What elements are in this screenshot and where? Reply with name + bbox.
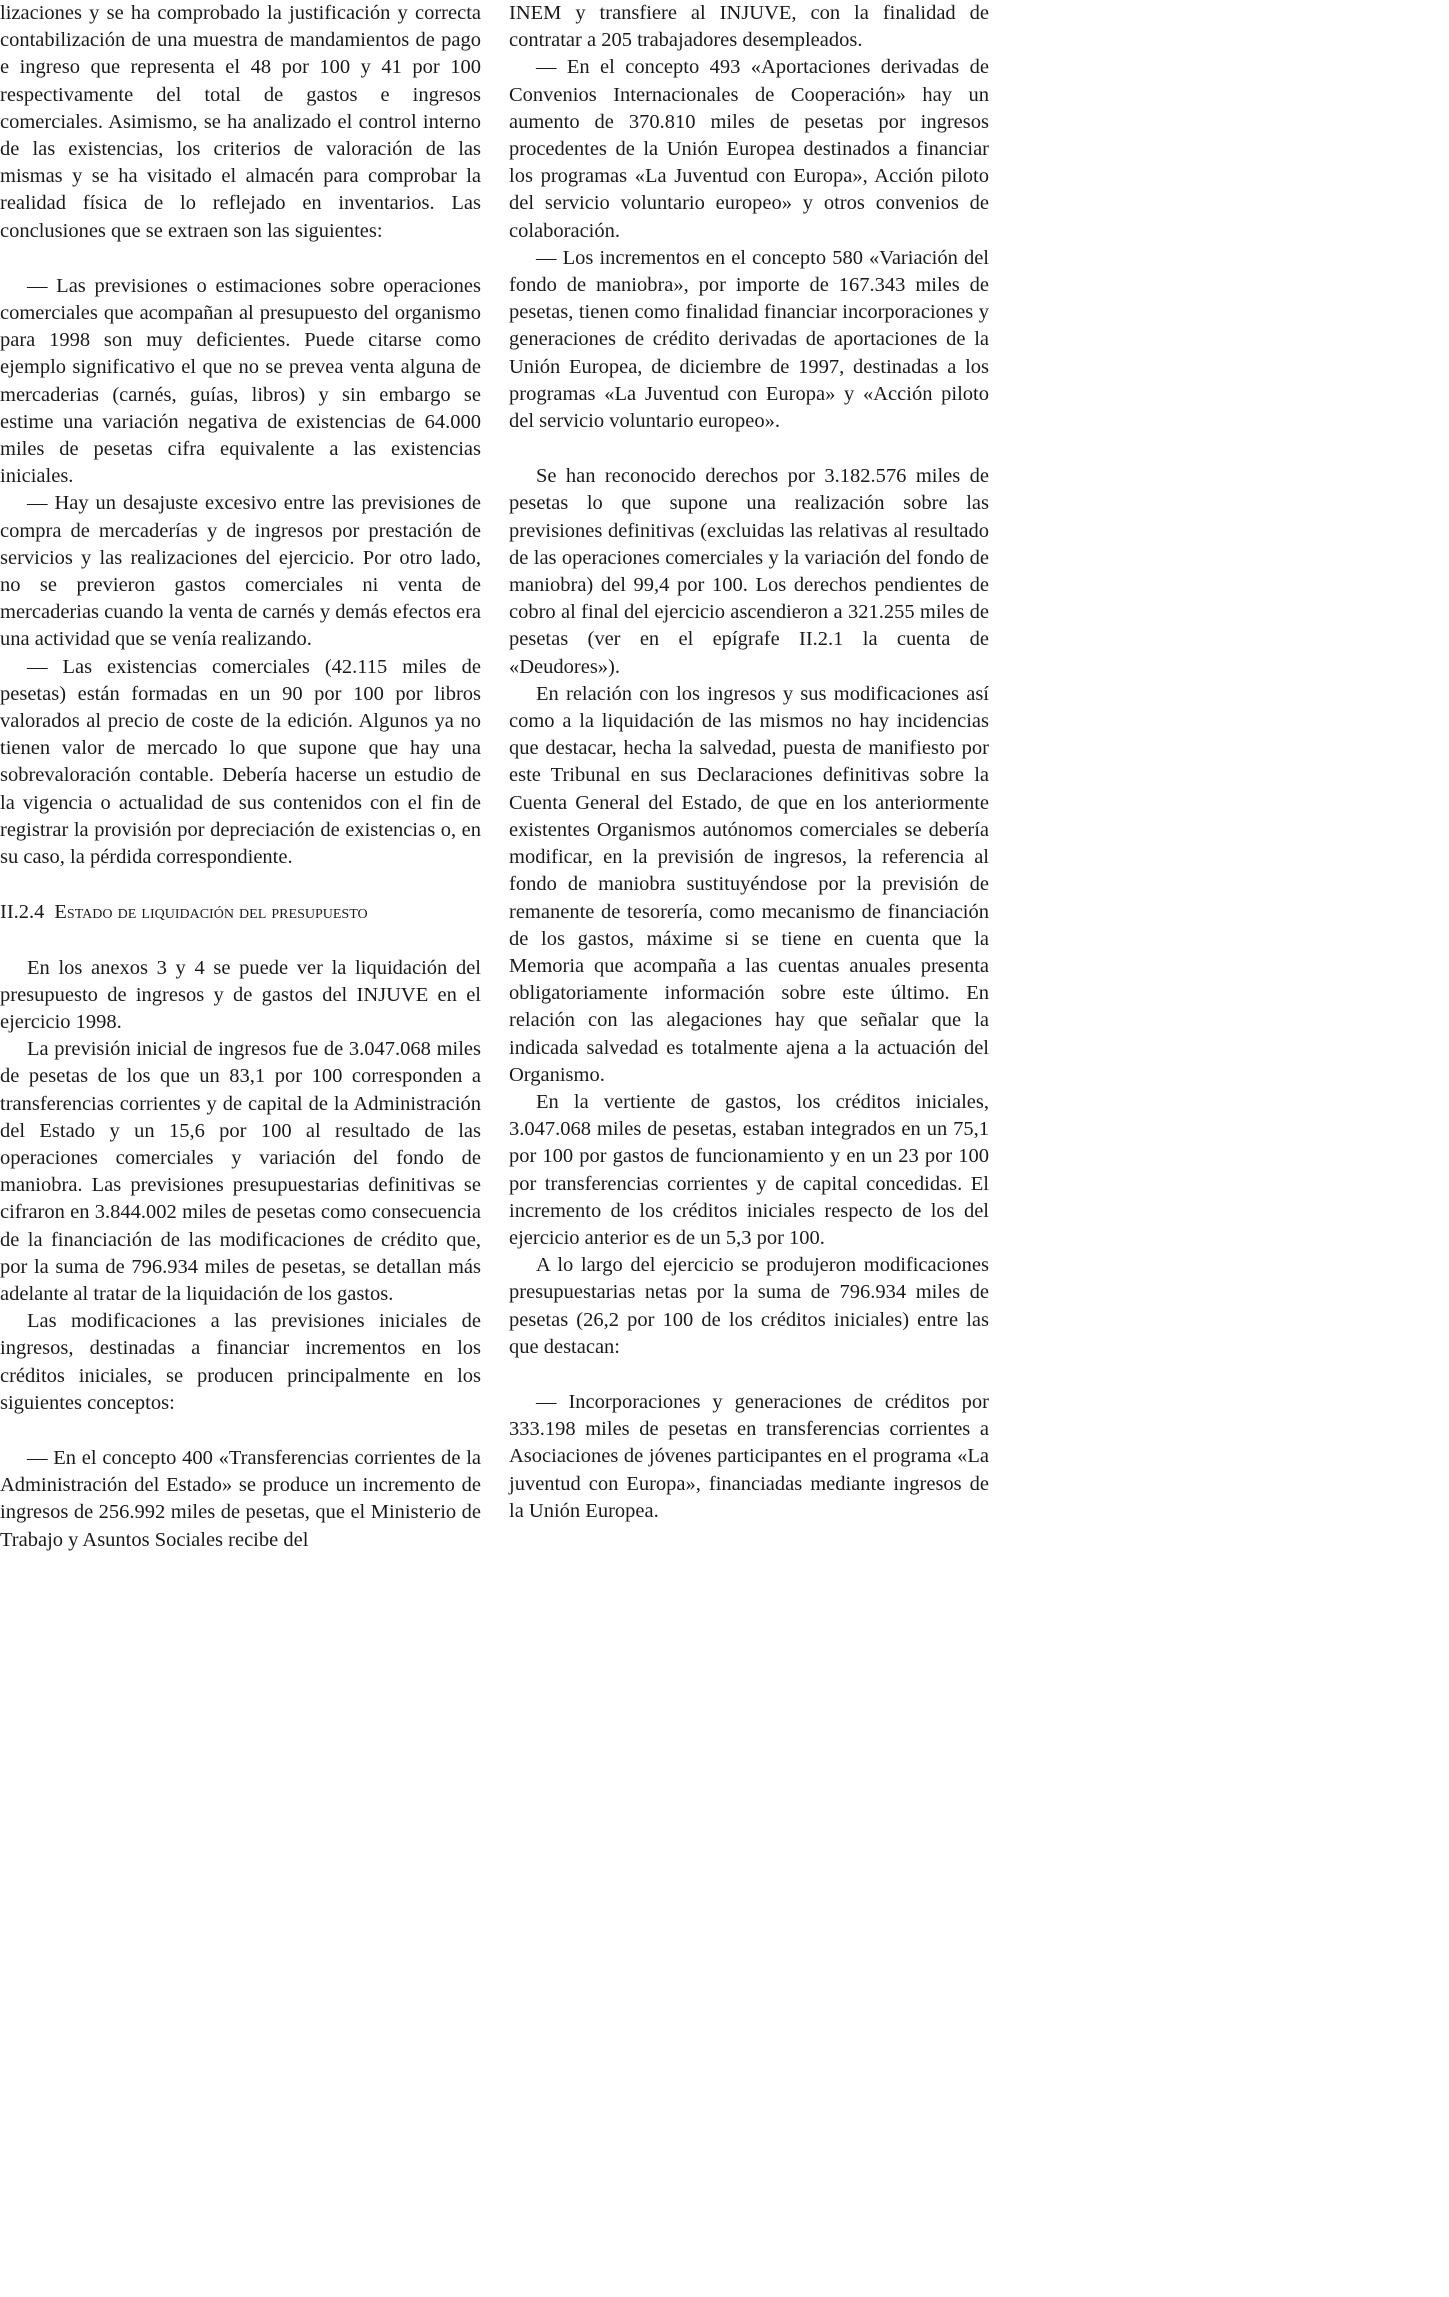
- section-heading: [0, 899, 481, 926]
- paragraph-desajuste: — Hay un desajuste excesivo entre las previsiones de compra de mercaderías y de ingresos por prestación de servicios y las realizaciones del ejercicio. Por otro lado, no se previeron gastos comerciales ni venta de mercaderias cuando la venta de carnés y demás efectos era una actividad que se venía realizando.: [0, 492, 481, 651]
- paragraph-derechos-reconocidos: Se han reconocido derechos por 3.182.576 miles de pesetas lo que supone una realización sobre las previsiones definitivas (excluidas las relativas al resultado de las operaciones comerciales y la variación del fondo de maniobra) del 99,4 por 100. Los derechos pendientes de cobro al final del ejercicio ascendieron a 321.255 miles de pesetas (ver en el epígrafe II.2.1 la cuenta de «Deudores»).: [509, 465, 989, 678]
- paragraph-gap: [509, 435, 989, 463]
- paragraph-salvedad: En relación con los ingresos y sus modificaciones así como a la liquidación de las mismos no hay incidencias que destacar, hecha la salvedad, puesta de manifiesto por este Tribunal en sus Declaraciones definitivas sobre la Cuenta General del Estado, de que en los anteriormente existentes Organismos autónomos comerciales se debería modificar, en la previsión de ingresos, la referencia al fondo de maniobra sustituyéndose por la previsión de remanente de tesorería, como mecanismo de financiación de los gastos, máxime si se tiene en cuenta que la Memoria que acompaña a las cuentas anuales presenta obligatoriamente información sobre este último. En relación con las alegaciones hay que señalar que la indicada salvedad es totalmente ajena a la actuación del Organismo.: [509, 682, 989, 1086]
- paragraph-gap: [0, 871, 481, 899]
- paragraph-prevision-inicial: La previsión inicial de ingresos fue de 3.047.068 miles de pesetas de los que un 83,1 por 100 corresponden a transferencias corrientes y de capital de la Administración del Estado y un 15,6 por 100 al resultado de las operaciones comerciales y variación del fondo de maniobra. Las previsiones presupuestarias definitivas se cifraron en 3.844.002 miles de pesetas como consecuencia de la financiación de las modificaciones de crédito que, por la suma de 796.934 miles de pesetas, se detallan más adelante al tratar de la liquidación de los gastos.: [0, 1038, 481, 1305]
- paragraph-inem: INEM y transfiere al INJUVE, con la finalidad de contratar a 205 trabajadores desempleados.: [509, 2, 989, 52]
- paragraph-incorporaciones: — Incorporaciones y generaciones de créditos por 333.198 miles de pesetas en transferencias corrientes a Asociaciones de jóvenes participantes en el programa «La juventud con Europa», financiadas mediante ingresos de la Unión Europea.: [509, 1390, 989, 1522]
- paragraph-concepto-400: — En el concepto 400 «Transferencias corrientes de la Administración del Estado» se produce un incremento de ingresos de 256.992 miles de pesetas, que el Ministerio de Trabajo y Asuntos Sociales recibe del: [0, 1446, 481, 1551]
- paragraph-anexos: En los anexos 3 y 4 se puede ver la liquidación del presupuesto de ingresos y de gastos del INJUVE en el ejercicio 1998.: [0, 956, 481, 1033]
- paragraph-modificaciones-netas: A lo largo del ejercicio se produjeron modificaciones presupuestarias netas por la suma de 796.934 miles de pesetas (26,2 por 100 de los créditos iniciales) entre las que destacan:: [509, 1254, 989, 1358]
- section-title: Estado de liquidación del presupuesto: [54, 901, 368, 924]
- paragraph-previsiones-deficientes: — Las previsiones o estimaciones sobre operaciones comerciales que acompañan al presupuesto del organismo para 1998 son muy deficientes. Puede citarse como ejemplo significativo el que no se prevea venta alguna de mercaderias (carnés, guías, libros) y sin embargo se estime una variación negativa de existencias de 64.000 miles de pesetas cifra equivalente a las existencias iniciales.: [0, 274, 481, 488]
- paragraph-modificaciones-ingresos: Las modificaciones a las previsiones iniciales de ingresos, destinadas a financiar incrementos en los créditos iniciales, se producen principalmente en los siguientes conceptos:: [0, 1310, 481, 1414]
- paragraph-vertiente-gastos: En la vertiente de gastos, los créditos iniciales, 3.047.068 miles de pesetas, estaban integrados en un 75,1 por 100 por gastos de funcionamiento y en un 23 por 100 por transferencias corrientes y de capital concedidas. El incremento de los créditos iniciales respecto de los del ejercicio anterior es de un 5,3 por 100.: [509, 1090, 989, 1249]
- paragraph-gap: [0, 1417, 481, 1445]
- right-column: [509, 0, 989, 1525]
- paragraph-existencias: — Las existencias comerciales (42.115 miles de pesetas) están formadas en un 90 por 100 por libros valorados al precio de coste de la edición. Algunos ya no tienen valor de mercado lo que supone que hay una sobrevaloración contable. Debería hacerse un estudio de la vigencia o actualidad de sus contenidos con el fin de registrar la provisión por depreciación de existencias o, en su caso, la pérdida correspondiente.: [0, 655, 481, 869]
- paragraph-concepto-580: — Los incrementos en el concepto 580 «Variación del fondo de maniobra», por importe de 167.343 miles de pesetas, tienen como finalidad financiar incorporaciones y generaciones de crédito derivadas de aportaciones de la Unión Europea, de diciembre de 1997, destinadas a los programas «La Juventud con Europa» y «Acción piloto del servicio voluntario europeo».: [509, 246, 989, 433]
- paragraph-gap: [0, 245, 481, 273]
- left-column: [0, 0, 481, 1554]
- paragraph-gap: [509, 1361, 989, 1389]
- paragraph-gap: [0, 927, 481, 955]
- section-number: II.2.4: [0, 901, 45, 924]
- paragraph-control-interno: lizaciones y se ha comprobado la justificación y correcta contabilización de una muestra de mandamientos de pago e ingreso que representa el 48 por 100 y 41 por 100 respectivamente del total de gastos e ingresos comerciales. Asimismo, se ha analizado el control interno de las existencias, los criterios de valoración de las mismas y se ha visitado el almacén para comprobar la realidad física de lo reflejado en inventarios. Las conclusiones que se extraen son las siguientes:: [0, 2, 481, 242]
- paragraph-concepto-493: — En el concepto 493 «Aportaciones derivadas de Convenios Internacionales de Cooperación» hay un aumento de 370.810 miles de pesetas por ingresos procedentes de la Unión Europea destinados a financiar los programas «La Juventud con Europa», Acción piloto del servicio voluntario europeo» y otros convenios de colaboración.: [509, 56, 989, 242]
